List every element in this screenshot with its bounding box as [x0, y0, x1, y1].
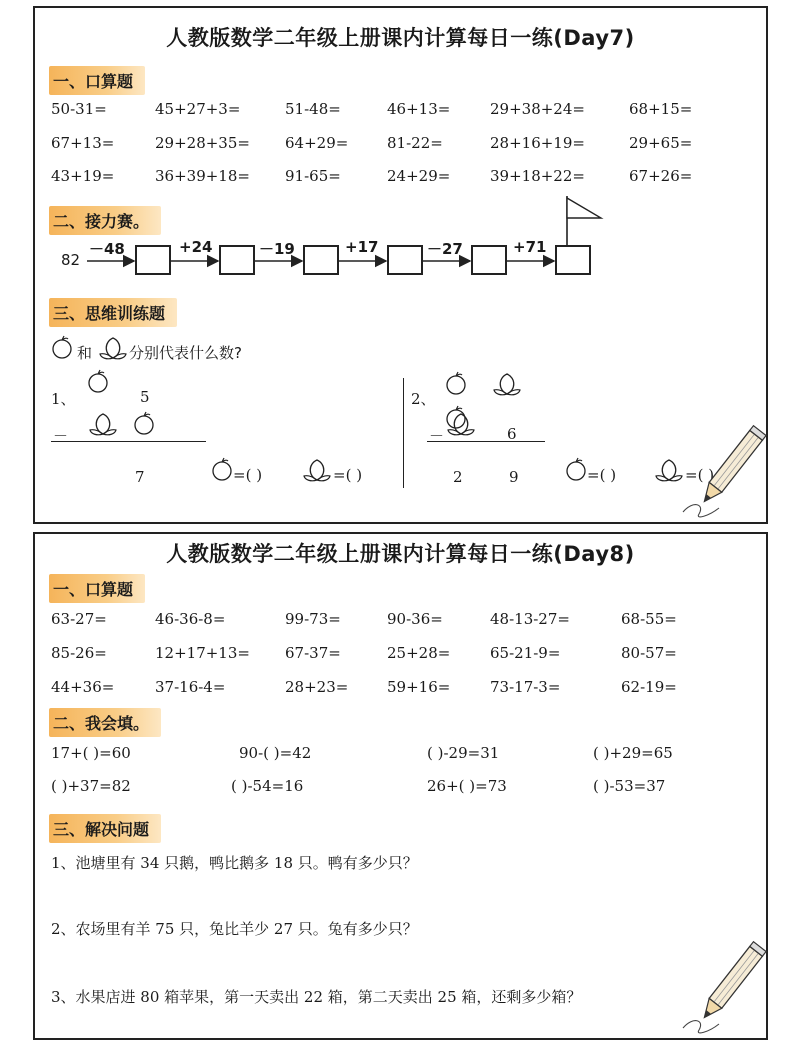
flag-icon: [563, 196, 613, 246]
peach-icon: [493, 370, 523, 398]
section-heading-thinking: 三、思维训练题: [49, 298, 177, 327]
apple-icon: [51, 336, 75, 360]
relay-op: －19: [259, 240, 295, 258]
oral-item: 28+16+19=: [490, 134, 585, 152]
oral-item: 67-37=: [285, 644, 341, 662]
section-heading-relay: 二、接力赛。: [49, 206, 161, 235]
minus-sign: －: [429, 427, 445, 445]
answer-peach[interactable]: =( ): [333, 466, 363, 484]
oral-item: 46+13=: [387, 100, 451, 118]
puzzle-result: 9: [509, 468, 519, 486]
relay-op: －48: [89, 240, 125, 258]
answer-box[interactable]: [135, 245, 171, 275]
oral-item: 43+19=: [51, 167, 115, 185]
answer-peach[interactable]: =( ): [685, 466, 715, 484]
relay-op: +71: [513, 238, 547, 256]
puzzle-digit: 5: [140, 388, 150, 406]
puzzle-digit: 6: [507, 425, 517, 443]
puzzle-number: 1、: [51, 390, 76, 408]
pencil-icon: [679, 430, 765, 520]
oral-item: 67+13=: [51, 134, 115, 152]
peach-icon: [303, 456, 333, 484]
oral-item: 29+28+35=: [155, 134, 250, 152]
oral-item: 29+38+24=: [490, 100, 585, 118]
word-problem: 3、水果店进 80 箱苹果，第一天卖出 22 箱，第二天卖出 25 箱，还剩多少箱？: [51, 988, 582, 1006]
fill-blank-item[interactable]: ( )+29=65: [593, 744, 673, 762]
oral-item: 25+28=: [387, 644, 451, 662]
intro-and: 和: [77, 344, 93, 362]
worksheet-day7: [33, 6, 768, 524]
fill-blank-item[interactable]: ( )-29=31: [427, 744, 500, 762]
oral-item: 24+29=: [387, 167, 451, 185]
oral-item: 36+39+18=: [155, 167, 250, 185]
answer-box[interactable]: [471, 245, 507, 275]
worksheet-title: 人教版数学二年级上册课内计算每日一练(Day7): [166, 26, 635, 50]
peach-icon: [99, 334, 129, 362]
minus-sign: －: [53, 427, 69, 445]
oral-item: 48-13-27=: [490, 610, 570, 628]
puzzle-result: 2: [453, 468, 463, 486]
apple-icon: [133, 412, 157, 436]
divider-line: [51, 441, 206, 442]
oral-item: 45+27+3=: [155, 100, 241, 118]
oral-item: 37-16-4=: [155, 678, 226, 696]
fill-blank-item[interactable]: 90-( )=42: [239, 744, 312, 762]
oral-item: 39+18+22=: [490, 167, 585, 185]
apple-icon: [211, 458, 235, 482]
fill-blank-item[interactable]: 17+( )=60: [51, 744, 131, 762]
pencil-icon: [679, 946, 765, 1036]
oral-item: 50-31=: [51, 100, 107, 118]
oral-item: 12+17+13=: [155, 644, 250, 662]
word-problem: 1、池塘里有 34 只鹅，鸭比鹅多 18 只。鸭有多少只？: [51, 854, 418, 872]
relay-op: +17: [345, 238, 379, 256]
divider-line: [427, 441, 545, 442]
word-problem: 2、农场里有羊 75 只，兔比羊少 27 只。兔有多少只？: [51, 920, 418, 938]
peach-icon: [89, 410, 119, 438]
oral-item: 28+23=: [285, 678, 349, 696]
peach-icon: [447, 410, 477, 438]
answer-box[interactable]: [555, 245, 591, 275]
fill-blank-item[interactable]: ( )+37=82: [51, 777, 131, 795]
apple-icon: [87, 370, 111, 394]
answer-apple[interactable]: =( ): [233, 466, 263, 484]
oral-item: 46-36-8=: [155, 610, 226, 628]
section-heading-oral: 一、口算题: [49, 66, 145, 95]
oral-item: 73-17-3=: [490, 678, 561, 696]
oral-item: 81-22=: [387, 134, 443, 152]
oral-item: 80-57=: [621, 644, 677, 662]
oral-item: 67+26=: [629, 167, 693, 185]
relay-op: －27: [427, 240, 463, 258]
relay-start-number: 82: [61, 251, 81, 269]
puzzle-number: 2、: [411, 390, 436, 408]
fill-blank-item[interactable]: ( )-53=37: [593, 777, 666, 795]
oral-item: 68+15=: [629, 100, 693, 118]
oral-item: 59+16=: [387, 678, 451, 696]
oral-item: 68-55=: [621, 610, 677, 628]
oral-item: 99-73=: [285, 610, 341, 628]
section-heading-oral: 一、口算题: [49, 574, 145, 603]
apple-icon: [565, 458, 589, 482]
answer-box[interactable]: [387, 245, 423, 275]
answer-box[interactable]: [219, 245, 255, 275]
oral-item: 91-65=: [285, 167, 341, 185]
vertical-divider: [403, 378, 404, 488]
oral-item: 64+29=: [285, 134, 349, 152]
worksheet-day8: [33, 532, 768, 1040]
oral-item: 63-27=: [51, 610, 107, 628]
section-heading-problems: 三、解决问题: [49, 814, 161, 843]
answer-box[interactable]: [303, 245, 339, 275]
oral-item: 62-19=: [621, 678, 677, 696]
worksheet-title: 人教版数学二年级上册课内计算每日一练(Day8): [166, 542, 635, 566]
apple-icon: [445, 372, 469, 396]
oral-item: 44+36=: [51, 678, 115, 696]
oral-item: 90-36=: [387, 610, 443, 628]
oral-item: 65-21-9=: [490, 644, 561, 662]
fill-blank-item[interactable]: 26+( )=73: [427, 777, 507, 795]
relay-op: +24: [179, 238, 213, 256]
fill-blank-item[interactable]: ( )-54=16: [231, 777, 304, 795]
puzzle-result: 7: [135, 468, 145, 486]
oral-item: 85-26=: [51, 644, 107, 662]
answer-apple[interactable]: =( ): [587, 466, 617, 484]
oral-item: 29+65=: [629, 134, 693, 152]
section-heading-fill: 二、我会填。: [49, 708, 161, 737]
intro-question: 分别代表什么数?: [129, 344, 242, 362]
oral-item: 51-48=: [285, 100, 341, 118]
